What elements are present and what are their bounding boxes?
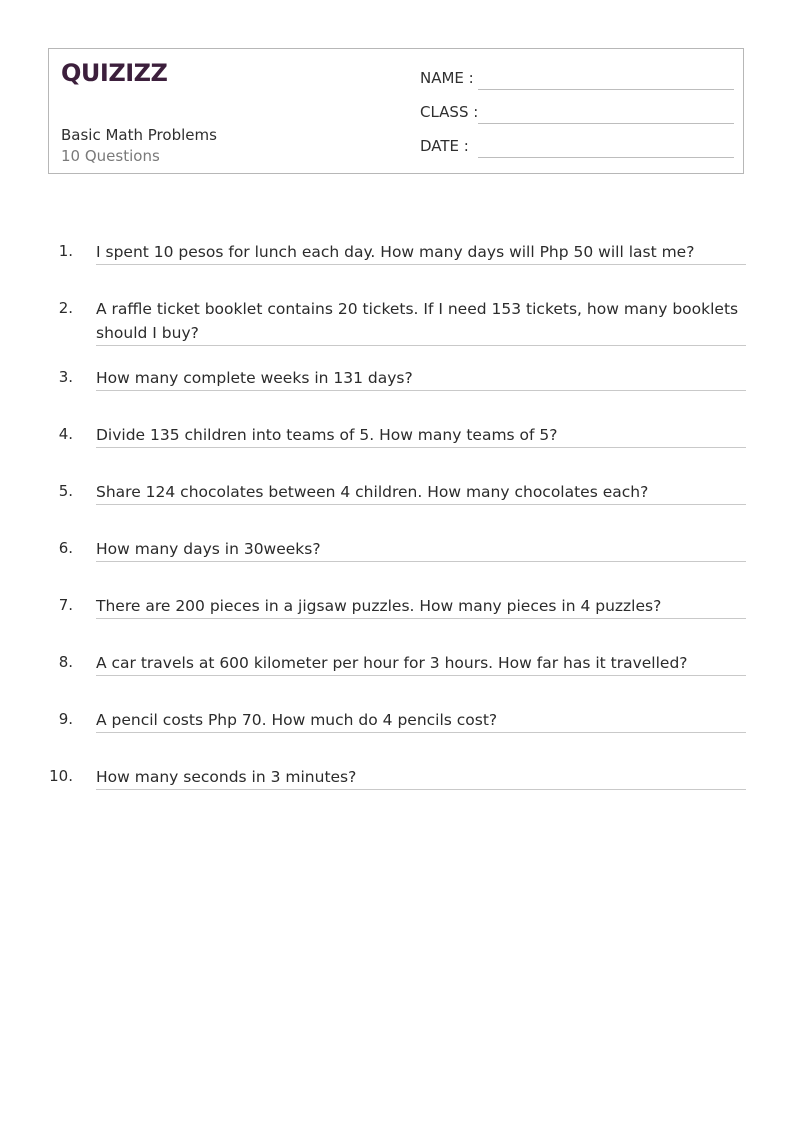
class-line[interactable] — [478, 123, 734, 124]
name-line[interactable] — [478, 89, 734, 90]
question-text: How many days in 30weeks? — [96, 537, 746, 562]
question-item — [48, 480, 746, 517]
question-text: Divide 135 children into teams of 5. How many teams of 5? — [96, 423, 746, 448]
question-number: 8. — [58, 653, 73, 671]
question-number: 7. — [58, 596, 73, 614]
question-text: A pencil costs Php 70. How much do 4 pencils cost? — [96, 708, 746, 733]
question-text: There are 200 pieces in a jigsaw puzzles. How many pieces in 4 puzzles? — [96, 594, 746, 619]
question-item — [48, 297, 746, 346]
question-number: 4. — [58, 425, 73, 443]
name-field[interactable] — [420, 69, 734, 91]
date-field[interactable] — [420, 137, 734, 159]
question-text: Share 124 chocolates between 4 children. How many chocolates each? — [96, 480, 746, 505]
question-number: 1. — [58, 242, 73, 260]
question-text: I spent 10 pesos for lunch each day. How many days will Php 50 will last me? — [96, 240, 746, 265]
question-item — [48, 537, 746, 574]
question-number: 6. — [58, 539, 73, 557]
question-text: A car travels at 600 kilometer per hour for 3 hours. How far has it travelled? — [96, 651, 746, 676]
class-field[interactable] — [420, 103, 734, 125]
question-number: 5. — [58, 482, 73, 500]
question-item — [48, 651, 746, 688]
question-number: 2. — [58, 299, 73, 317]
class-label: CLASS : — [420, 103, 479, 121]
name-label: NAME : — [420, 69, 474, 87]
question-item — [48, 366, 746, 403]
worksheet-title: Basic Math Problems — [61, 126, 217, 144]
question-text: How many complete weeks in 131 days? — [96, 366, 746, 391]
question-list — [48, 240, 746, 822]
date-line[interactable] — [478, 157, 734, 158]
question-item — [48, 240, 746, 277]
question-item — [48, 708, 746, 745]
question-item — [48, 423, 746, 460]
question-item — [48, 594, 746, 631]
question-count: 10 Questions — [61, 147, 160, 165]
question-text: A raffle ticket booklet contains 20 tickets. If I need 153 tickets, how many booklets should I buy? — [96, 297, 746, 346]
question-number: 10. — [49, 767, 73, 785]
quizizz-logo: QUIZIZZ — [61, 59, 168, 87]
question-number: 3. — [58, 368, 73, 386]
question-text: How many seconds in 3 minutes? — [96, 765, 746, 790]
question-item — [48, 765, 746, 802]
worksheet-header — [48, 48, 744, 174]
question-number: 9. — [58, 710, 73, 728]
date-label: DATE : — [420, 137, 469, 155]
